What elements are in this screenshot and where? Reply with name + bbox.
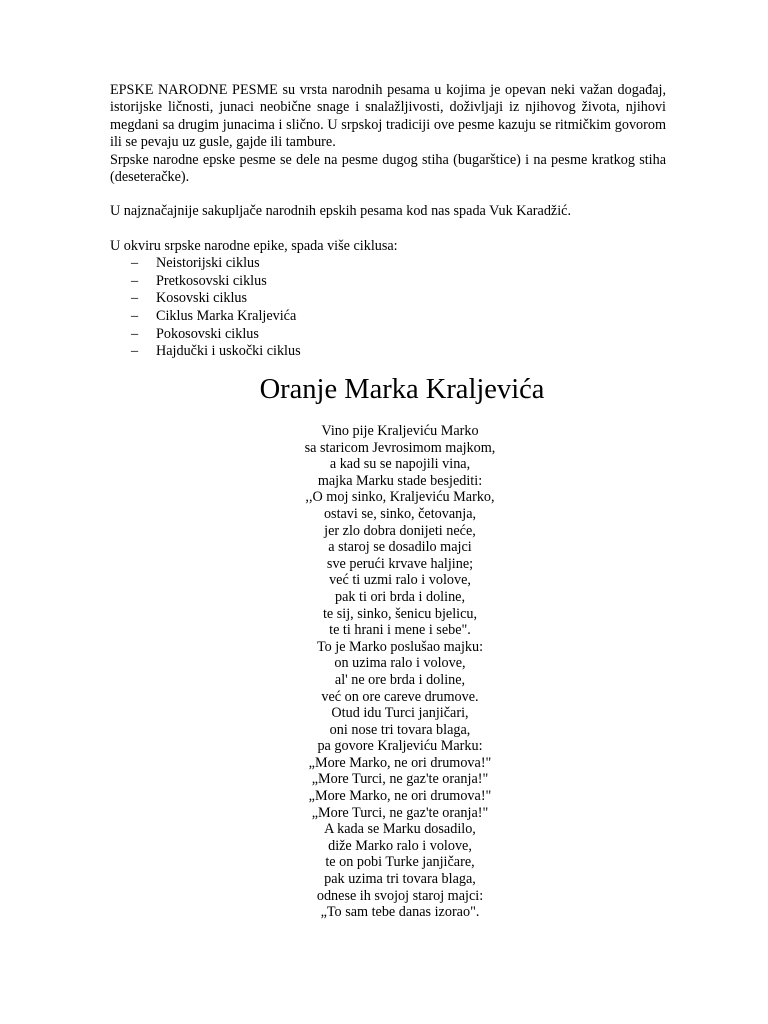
poem-line: sve perući krvave haljine; [326, 555, 474, 572]
poem-body [0, 423, 768, 921]
poem-line: pak uzima tri tovara blaga, [324, 871, 476, 888]
poem-line: Otud idu Turci janjičari, [331, 705, 469, 722]
dash-bullet: – [131, 343, 139, 360]
cycle-label: Kosovski ciklus [156, 290, 248, 307]
dash-bullet: – [131, 255, 139, 272]
intro-paragraph: EPSKE NARODNE PESME su vrsta narodnih pesama u kojima je opevan neki važan događaj, istorijske ličnosti, junaci neobične snage i snalažljivosti, doživljaji iz njihovog života, njihovi megdani sa drugim junacima i slično. U srpskoj tradiciji ove pesme kazuju se ritmičkim govorom ili se pevaju uz gusle, gajde ili tambure. [110, 82, 666, 151]
poem-line: „More Turci, ne gaz'te oranja!" [311, 804, 489, 821]
poem-line: pa govore Kraljeviću Marku: [317, 738, 483, 755]
cycle-label: Pokosovski ciklus [156, 325, 259, 342]
cycle-label: Neistorijski ciklus [156, 255, 260, 272]
poem-line: te sij, sinko, šenicu bjelicu, [322, 605, 478, 622]
poem-line: oni nose tri tovara blaga, [329, 721, 471, 738]
list-item [110, 326, 666, 344]
poem-line: „More Marko, ne ori drumova!" [308, 788, 492, 805]
poem-line: pak ti ori brda i doline, [334, 588, 466, 605]
list-item [110, 308, 666, 326]
poem-line: „To sam tebe danas izorao". [320, 904, 480, 921]
intro-section [110, 82, 666, 361]
poem-line: te on pobi Turke janjičare, [325, 854, 475, 871]
poem-line: al' ne ore brda i doline, [334, 671, 466, 688]
poem-line: te ti hrani i mene i sebe". [329, 622, 471, 639]
poem-line: jer zlo dobra donijeti neće, [324, 522, 476, 539]
poem-line: on uzima ralo i volove, [334, 655, 466, 672]
poem-line: ,,O moj sinko, Kraljeviću Marko, [305, 489, 495, 506]
poem-line: odnese ih svojoj staroj majci: [316, 887, 484, 904]
dash-bullet: – [131, 325, 139, 342]
cycles-list [110, 255, 666, 361]
spacer [110, 186, 666, 203]
poem-line: diže Marko ralo i volove, [328, 837, 472, 854]
poem-line: Vino pije Kraljeviću Marko [321, 423, 479, 439]
poem-line: A kada se Marku dosadilo, [324, 821, 476, 838]
poem-title: Oranje Marka Kraljevića [259, 374, 545, 405]
intro-paragraph-division: Srpske narodne epske pesme se dele na pesme dugog stiha (bugarštice) i na pesme kratkog stiha (deseteračke). [110, 151, 666, 186]
dash-bullet: – [131, 272, 139, 289]
cycle-label: Pretkosovski ciklus [156, 272, 267, 289]
poem-line: majka Marku stade besjediti: [317, 472, 483, 489]
cycle-label: Hajdučki i uskočki ciklus [156, 343, 301, 360]
dash-bullet: – [131, 308, 139, 325]
intro-paragraph-collector: U najznačajnije sakupljače narodnih epskih pesama kod nas spada Vuk Karadžić. [110, 203, 571, 220]
poem-line: već on ore careve drumove. [321, 688, 479, 705]
poem-line: a staroj se dosadilo majci [328, 539, 472, 556]
poem-line: To je Marko poslušao majku: [316, 638, 484, 655]
cycles-list-intro: U okviru srpske narodne epike, spada više ciklusa: [110, 237, 398, 254]
poem-line: „More Marko, ne ori drumova!" [308, 754, 492, 771]
spacer [110, 221, 666, 238]
cycle-label: Ciklus Marka Kraljevića [156, 308, 297, 325]
dash-bullet: – [131, 290, 139, 307]
list-item [110, 273, 666, 291]
poem-line: „More Turci, ne gaz'te oranja!" [311, 771, 489, 788]
poem-line: ostavi se, sinko, četovanja, [323, 505, 477, 522]
list-item [110, 255, 666, 273]
poem-line: već ti uzmi ralo i volove, [329, 572, 471, 589]
poem-line: sa staricom Jevrosimom majkom, [304, 439, 496, 456]
list-item [110, 343, 666, 361]
poem-line: a kad su se napojili vina, [329, 456, 471, 473]
list-item [110, 290, 666, 308]
